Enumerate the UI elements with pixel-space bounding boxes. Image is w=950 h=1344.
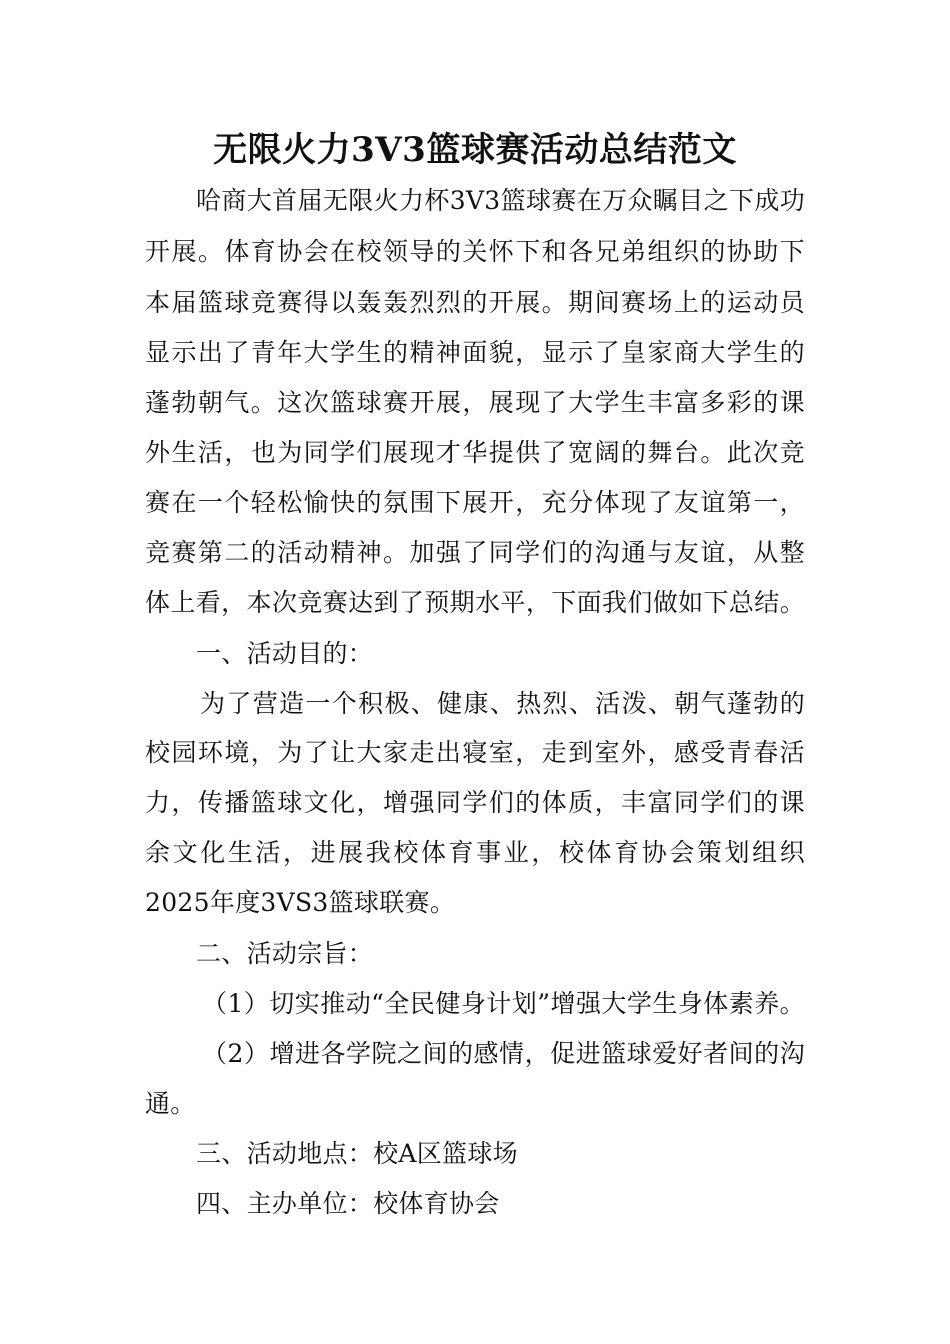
list-item: （2）增进各学院之间的感情，促进篮球爱好者间的沟 [202,1039,805,1068]
paragraph-line: 蓬勃朝气。这次篮球赛开展，展现了大学生丰富多彩的课 [145,388,805,417]
paragraph-line: 外生活，也为同学们展现才华提供了宽阔的舞台。此次竞 [145,438,805,467]
document-title: 无限火力3V3篮球赛活动总结范文 [213,130,737,170]
paragraph-line: 显示出了青年大学生的精神面貌，显示了皇家商大学生的 [145,338,805,367]
paragraph-line: 余文化生活，进展我校体育事业，校体育协会策划组织 [145,838,805,867]
paragraph-line: 通。 [145,1089,196,1118]
paragraph-line: 本届篮球竞赛得以轰轰烈烈的开展。期间赛场上的运动员 [145,288,805,317]
paragraph-line: 竞赛第二的活动精神。加强了同学们的沟通与友谊，从整 [145,538,805,567]
paragraph-line: 2025年度3VS3篮球联赛。 [145,888,456,917]
section-heading: 四、主办单位：校体育协会 [196,1189,500,1218]
paragraph-line: 开展。体育协会在校领导的关怀下和各兄弟组织的协助下 [145,237,805,266]
paragraph-line: 校园环境，为了让大家走出寝室，走到室外，感受青春活 [145,738,805,767]
paragraph-line: 体上看，本次竞赛达到了预期水平，下面我们做如下总结。 [145,588,805,617]
paragraph-line: 为了营造一个积极、健康、热烈、活泼、朝气蓬勃的 [200,689,805,718]
paragraph-line: 赛在一个轻松愉快的氛围下展开，充分体现了友谊第一， [145,488,805,517]
section-heading: 一、活动目的： [196,639,374,668]
paragraph-line: 哈商大首届无限火力杯3V3篮球赛在万众瞩目之下成功 [196,186,805,215]
section-heading: 三、活动地点：校A区篮球场 [196,1139,518,1168]
section-heading: 二、活动宗旨： [196,939,374,968]
paragraph-line: 力，传播篮球文化，增强同学们的体质，丰富同学们的课 [145,788,805,817]
list-item: （1）切实推动“全民健身计划”增强大学生身体素养。 [202,989,805,1018]
